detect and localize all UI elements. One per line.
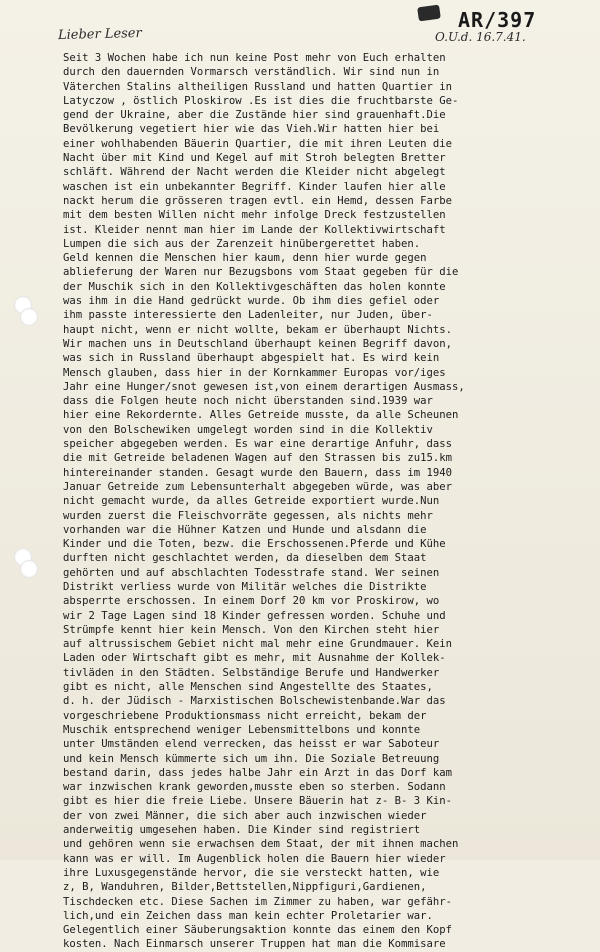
letter-line: Nacht über mit Kind und Kegel auf mit Stroh belegten Bretter xyxy=(63,152,446,165)
letter-line: durften nicht geschlachtet werden, da dieselben dem Staat xyxy=(63,552,427,565)
punch-hole xyxy=(20,308,38,326)
letter-line: auf altrussischem Gebiet nicht mal mehr eine Grundmauer. Kein xyxy=(63,638,453,651)
letter-line: wir 2 Tage Lagen sind 18 Kinder gefressen worden. Schuhe und xyxy=(63,609,446,622)
letter-line: gibt es hier die freie Liebe. Unsere Bäuerin hat z- B- 3 Kin- xyxy=(63,795,453,808)
letter-line: dass die Folgen heute noch nicht überstanden sind.1939 war xyxy=(63,395,433,408)
letter-line: Muschik entsprechend weniger Lebensmittelbons und konnte xyxy=(63,723,421,736)
letter-line: Tischdecken etc. Diese Sachen im Zimmer zu haben, war gefähr- xyxy=(63,895,453,908)
letter-line: absperrte erschossen. In einem Dorf 20 km vor Proskirow, wo xyxy=(63,595,440,608)
letter-line: d. h. der Jüdisch - Marxistischen Bolschewistenbande.War das xyxy=(63,695,446,708)
letter-line: vorhanden war die Hühner Katzen und Hunde und alsdann die xyxy=(63,523,427,536)
letter-line: kosten. Nach Einmarsch unserer Truppen hat man die Kommisare xyxy=(63,938,446,951)
letter-line: und gehören wenn sie erwachsen dem Staat, der mit ihnen machen xyxy=(63,838,459,851)
letter-line: z, B, Wanduhren, Bilder,Bettstellen,Nippfiguri,Gardienen, xyxy=(63,881,427,894)
letter-line: durch den dauernden Vormarsch verständlich. Wir sind nun in xyxy=(63,66,440,79)
letter-line: speicher abgegeben werden. Es war eine derartige Anfuhr, dass xyxy=(63,438,453,451)
letter-line: gend der Ukraine, aber die Zustände hier sind grauenhaft.Die xyxy=(63,109,446,122)
letter-line: der Muschik sich in den Kollektivgeschäften das holen konnte xyxy=(63,280,446,293)
handwritten-date: O.U.d. 16.7.41. xyxy=(435,30,526,44)
letter-line: unter Umständen elend verrecken, das heisst er war Saboteur xyxy=(63,738,440,751)
punch-hole xyxy=(20,560,38,578)
letter-line: Strümpfe kennt hier kein Mensch. Von den Kirchen steht hier xyxy=(63,623,440,636)
ink-blot xyxy=(417,5,441,22)
letter-line: kann was er will. Im Augenblick holen die Bauern hier wieder xyxy=(63,852,446,865)
letter-line: Jahr eine Hunger/snot gewesen ist,von einem derartigen Ausmass, xyxy=(63,380,465,393)
letter-line: haupt nicht, wenn er nicht wollte, bekam er überhaupt Nichts. xyxy=(63,323,453,336)
letter-line: nackt herum die grösseren tragen evtl. ein Hemd, dessen Farbe xyxy=(63,194,453,207)
letter-line: ist. Kleider nennt man hier im Lande der Kollektivwirtschaft xyxy=(63,223,446,236)
letter-line: Geld kennen die Menschen hier kaum, denn hier wurde gegen xyxy=(63,252,427,265)
letter-line: anderweitig umgesehen haben. Die Kinder sind registriert xyxy=(63,824,421,837)
archive-code: AR/397 xyxy=(458,8,537,32)
letter-line: gehörten und auf abschlachten Todesstrafe stand. Wer seinen xyxy=(63,566,440,579)
letter-line: tivläden in den Städten. Selbständige Berufe und Handwerker xyxy=(63,666,440,679)
letter-line: waschen ist ein unbekannter Begriff. Kinder laufen hier alle xyxy=(63,180,446,193)
letter-line: ablieferung der Waren nur Bezugsbons vom Staat gegeben für die xyxy=(63,266,459,279)
letter-line: schläft. Während der Nacht werden die Kleider nicht abgelegt xyxy=(63,166,446,179)
letter-line: lich,und ein Zeichen dass man kein echter Proletarier war. xyxy=(63,909,433,922)
letter-line: was ihm in die Hand gedrückt wurde. Ob ihm dies gefiel oder xyxy=(63,295,440,308)
letter-line: hier eine Rekordernte. Alles Getreide musste, da alle Scheunen xyxy=(63,409,459,422)
letter-line: Januar Getreide zum Lebensunterhalt abgegeben würde, was aber xyxy=(63,480,453,493)
letter-line: gibt es nicht, alle Menschen sind Angestellte des Staates, xyxy=(63,681,433,694)
letter-line: die mit Getreide beladenen Wagen auf den Strassen bis zu15.km xyxy=(63,452,453,465)
letter-line: bestand darin, dass jedes halbe Jahr ein Arzt in das Dorf kam xyxy=(63,766,453,779)
letter-line: hintereinander standen. Gesagt wurde den Bauern, dass im 1940 xyxy=(63,466,453,479)
letter-line: Seit 3 Wochen habe ich nun keine Post mehr von Euch erhalten xyxy=(63,52,446,64)
letter-line: Bevölkerung vegetiert hier wie das Vieh.Wir hatten hier bei xyxy=(63,123,440,136)
letter-line: Gelegentlich einer Säuberungsaktion konnte das einem den Kopf xyxy=(63,924,453,937)
letter-line: mit dem besten Willen nicht mehr infolge Dreck festzustellen xyxy=(63,209,446,222)
letter-line: Latyczow , östlich Ploskirow .Es ist dies die fruchtbarste Ge- xyxy=(63,94,459,107)
letter-line: was sich in Russland überhaupt abgespielt hat. Es wird kein xyxy=(63,352,440,365)
letter-line: einer wohlhabenden Bäuerin Quartier, die mit ihren Leuten die xyxy=(63,137,453,150)
letter-body xyxy=(63,51,598,952)
letter-line: Laden oder Wirtschaft gibt es mehr, mit Ausnahme der Kollek- xyxy=(63,652,446,665)
letter-line: war inzwischen krank geworden,musste eben so sterben. Sodann xyxy=(63,781,446,794)
letter-line: wurden zuerst die Fleischvorräte gegessen, als nichts mehr xyxy=(63,509,433,522)
handwritten-greeting: Lieber Leser xyxy=(57,25,142,44)
letter-line: Kinder und die Toten, bezw. die Erschossenen.Pferde und Kühe xyxy=(63,538,446,551)
letter-line: Distrikt verliess wurde von Militär welches die Distrikte xyxy=(63,580,427,593)
letter-line: nicht gemacht wurde, da alles Getreide exportiert wurde.Nun xyxy=(63,495,440,508)
letter-line: und kein Mensch kümmerte sich um ihn. Die Soziale Betreuung xyxy=(63,752,440,765)
letter-line: Väterchen Stalins altheiligen Russland und hatten Quartier in xyxy=(63,80,453,93)
letter-line: Lumpen die sich aus der Zarenzeit hinübergerettet haben. xyxy=(63,237,421,250)
letter-line: ihm passte interessierte den Ladenleiter, nur Juden, über- xyxy=(63,309,433,322)
letter-line: Wir machen uns in Deutschland überhaupt keinen Begriff davon, xyxy=(63,337,453,350)
letter-line: vorgeschriebene Produktionsmass nicht erreicht, bekam der xyxy=(63,709,427,722)
letter-line: ihre Luxusgegenstände hervor, die sie versteckt hatten, wie xyxy=(63,866,440,879)
letter-line: der von zwei Männer, die sich aber auch inzwischen wieder xyxy=(63,809,427,822)
letter-line: Mensch glauben, dass hier in der Kornkammer Europas vor/iges xyxy=(63,366,446,379)
letter-line: von den Bolschewiken umgelegt worden sind in die Kollektiv xyxy=(63,423,433,436)
